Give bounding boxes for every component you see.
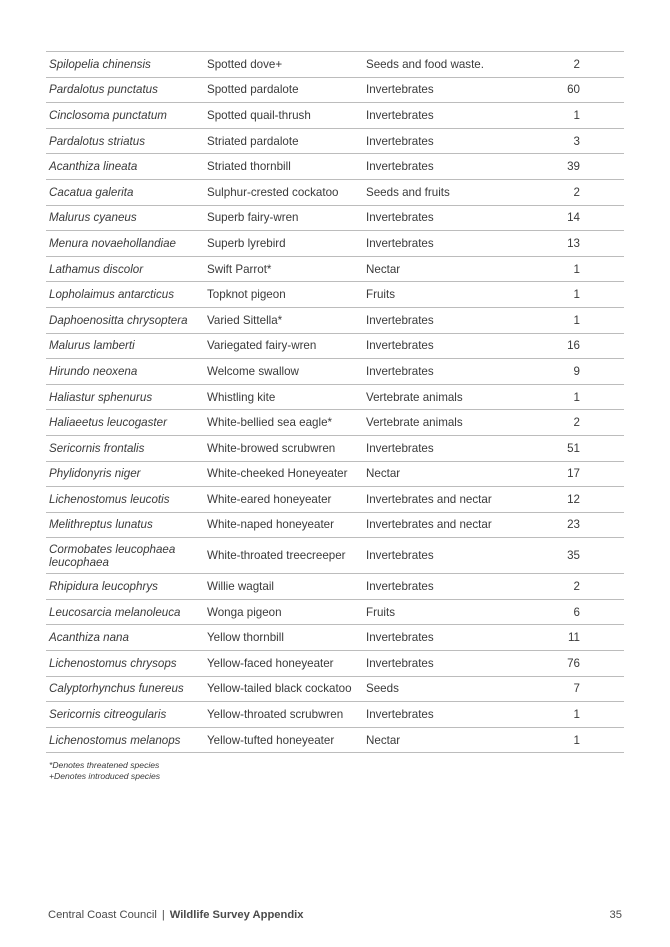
table-row [46, 625, 624, 651]
common-name-cell: Willie wagtail [204, 574, 363, 600]
scientific-name-cell: Pardalotus striatus [46, 128, 204, 154]
common-name-cell: Varied Sittella* [204, 307, 363, 333]
common-name-cell: White-eared honeyeater [204, 487, 363, 513]
food-cell: Invertebrates [363, 651, 524, 677]
species-table-body [46, 52, 624, 753]
scientific-name-cell: Cinclosoma punctatum [46, 103, 204, 129]
common-name-cell: White-bellied sea eagle* [204, 410, 363, 436]
footer-document-title: Wildlife Survey Appendix [169, 909, 304, 921]
footer-separator: | [161, 909, 165, 921]
scientific-name-cell: Acanthiza lineata [46, 154, 204, 180]
scientific-name-cell: Sericornis citreogularis [46, 702, 204, 728]
table-row [46, 410, 624, 436]
count-cell: 35 [524, 538, 624, 574]
common-name-cell: Variegated fairy-wren [204, 333, 363, 359]
scientific-name-cell: Haliastur sphenurus [46, 384, 204, 410]
count-cell: 12 [524, 487, 624, 513]
count-cell: 16 [524, 333, 624, 359]
count-cell: 1 [524, 103, 624, 129]
count-cell: 2 [524, 410, 624, 436]
table-row [46, 487, 624, 513]
count-cell: 2 [524, 179, 624, 205]
food-cell: Vertebrate animals [363, 384, 524, 410]
count-cell: 7 [524, 676, 624, 702]
common-name-cell: White-browed scrubwren [204, 435, 363, 461]
scientific-name-cell: Daphoenositta chrysoptera [46, 307, 204, 333]
count-cell: 39 [524, 154, 624, 180]
scientific-name-cell: Spilopelia chinensis [46, 52, 204, 78]
food-cell: Fruits [363, 282, 524, 308]
food-cell: Invertebrates [363, 231, 524, 257]
table-row [46, 307, 624, 333]
common-name-cell: Welcome swallow [204, 359, 363, 385]
note-introduced: +Denotes introduced species [49, 771, 161, 781]
count-cell: 17 [524, 461, 624, 487]
food-cell: Invertebrates [363, 435, 524, 461]
count-cell: 1 [524, 702, 624, 728]
count-cell: 1 [524, 384, 624, 410]
table-row [46, 676, 624, 702]
scientific-name-cell: Cacatua galerita [46, 179, 204, 205]
food-cell: Invertebrates [363, 77, 524, 103]
scientific-name-cell: Malurus lamberti [46, 333, 204, 359]
food-cell: Nectar [363, 727, 524, 753]
count-cell: 1 [524, 727, 624, 753]
food-cell: Invertebrates [363, 574, 524, 600]
table-row [46, 256, 624, 282]
table-row [46, 702, 624, 728]
table-notes [49, 760, 160, 782]
count-cell: 9 [524, 359, 624, 385]
page-number: 35 [609, 909, 622, 921]
table-row [46, 538, 624, 574]
common-name-cell: Sulphur-crested cockatoo [204, 179, 363, 205]
scientific-name-cell: Calyptorhynchus funereus [46, 676, 204, 702]
scientific-name-cell: Leucosarcia melanoleuca [46, 599, 204, 625]
scientific-name-cell: Malurus cyaneus [46, 205, 204, 231]
count-cell: 51 [524, 435, 624, 461]
common-name-cell: Spotted pardalote [204, 77, 363, 103]
scientific-name-cell: Haliaeetus leucogaster [46, 410, 204, 436]
table-row [46, 282, 624, 308]
common-name-cell: Whistling kite [204, 384, 363, 410]
scientific-name-cell: Lathamus discolor [46, 256, 204, 282]
count-cell: 1 [524, 256, 624, 282]
common-name-cell: Yellow-tailed black cockatoo [204, 676, 363, 702]
table-row [46, 651, 624, 677]
common-name-cell: Superb lyrebird [204, 231, 363, 257]
scientific-name-cell: Melithreptus lunatus [46, 512, 204, 538]
table-row [46, 52, 624, 78]
table-row [46, 435, 624, 461]
common-name-cell: White-throated treecreeper [204, 538, 363, 574]
food-cell: Invertebrates [363, 625, 524, 651]
count-cell: 2 [524, 52, 624, 78]
table-row [46, 128, 624, 154]
scientific-name-cell: Acanthiza nana [46, 625, 204, 651]
food-cell: Fruits [363, 599, 524, 625]
count-cell: 1 [524, 282, 624, 308]
common-name-cell: Yellow-faced honeyeater [204, 651, 363, 677]
common-name-cell: Yellow-throated scrubwren [204, 702, 363, 728]
food-cell: Seeds [363, 676, 524, 702]
food-cell: Invertebrates [363, 359, 524, 385]
table-row [46, 179, 624, 205]
count-cell: 11 [524, 625, 624, 651]
common-name-cell: Yellow-tufted honeyeater [204, 727, 363, 753]
table-row [46, 333, 624, 359]
table-row [46, 461, 624, 487]
table-row [46, 205, 624, 231]
page-footer [48, 909, 624, 921]
food-cell: Invertebrates and nectar [363, 487, 524, 513]
footer-organization: Central Coast Council [48, 909, 157, 921]
scientific-name-cell: Lopholaimus antarcticus [46, 282, 204, 308]
table-row [46, 359, 624, 385]
scientific-name-cell: Pardalotus punctatus [46, 77, 204, 103]
food-cell: Nectar [363, 461, 524, 487]
common-name-cell: White-naped honeyeater [204, 512, 363, 538]
food-cell: Invertebrates [363, 154, 524, 180]
count-cell: 6 [524, 599, 624, 625]
count-cell: 76 [524, 651, 624, 677]
food-cell: Invertebrates [363, 538, 524, 574]
common-name-cell: Striated pardalote [204, 128, 363, 154]
table-row [46, 384, 624, 410]
food-cell: Invertebrates [363, 702, 524, 728]
common-name-cell: Swift Parrot* [204, 256, 363, 282]
table-row [46, 727, 624, 753]
common-name-cell: Superb fairy-wren [204, 205, 363, 231]
common-name-cell: Wonga pigeon [204, 599, 363, 625]
common-name-cell: Yellow thornbill [204, 625, 363, 651]
scientific-name-cell: Sericornis frontalis [46, 435, 204, 461]
table-row [46, 512, 624, 538]
food-cell: Nectar [363, 256, 524, 282]
food-cell: Invertebrates [363, 307, 524, 333]
table-row [46, 103, 624, 129]
count-cell: 2 [524, 574, 624, 600]
common-name-cell: Striated thornbill [204, 154, 363, 180]
scientific-name-cell: Phylidonyris niger [46, 461, 204, 487]
common-name-cell: White-cheeked Honeyeater [204, 461, 363, 487]
count-cell: 1 [524, 307, 624, 333]
food-cell: Seeds and fruits [363, 179, 524, 205]
scientific-name-cell: Lichenostomus melanops [46, 727, 204, 753]
scientific-name-cell: Lichenostomus leucotis [46, 487, 204, 513]
scientific-name-cell: Menura novaehollandiae [46, 231, 204, 257]
food-cell: Invertebrates [363, 128, 524, 154]
count-cell: 13 [524, 231, 624, 257]
common-name-cell: Spotted quail-thrush [204, 103, 363, 129]
common-name-cell: Spotted dove+ [204, 52, 363, 78]
count-cell: 23 [524, 512, 624, 538]
table-row [46, 574, 624, 600]
food-cell: Vertebrate animals [363, 410, 524, 436]
scientific-name-cell: Hirundo neoxena [46, 359, 204, 385]
species-table [46, 51, 624, 753]
table-row [46, 77, 624, 103]
table-row [46, 599, 624, 625]
scientific-name-cell: Lichenostomus chrysops [46, 651, 204, 677]
food-cell: Invertebrates [363, 103, 524, 129]
food-cell: Seeds and food waste. [363, 52, 524, 78]
count-cell: 3 [524, 128, 624, 154]
scientific-name-cell: Rhipidura leucophrys [46, 574, 204, 600]
table-row [46, 231, 624, 257]
food-cell: Invertebrates [363, 205, 524, 231]
food-cell: Invertebrates and nectar [363, 512, 524, 538]
food-cell: Invertebrates [363, 333, 524, 359]
count-cell: 60 [524, 77, 624, 103]
count-cell: 14 [524, 205, 624, 231]
note-threatened: *Denotes threatened species [49, 760, 160, 770]
table-row [46, 154, 624, 180]
common-name-cell: Topknot pigeon [204, 282, 363, 308]
scientific-name-cell: Cormobates leucophaea leucophaea [46, 538, 204, 574]
